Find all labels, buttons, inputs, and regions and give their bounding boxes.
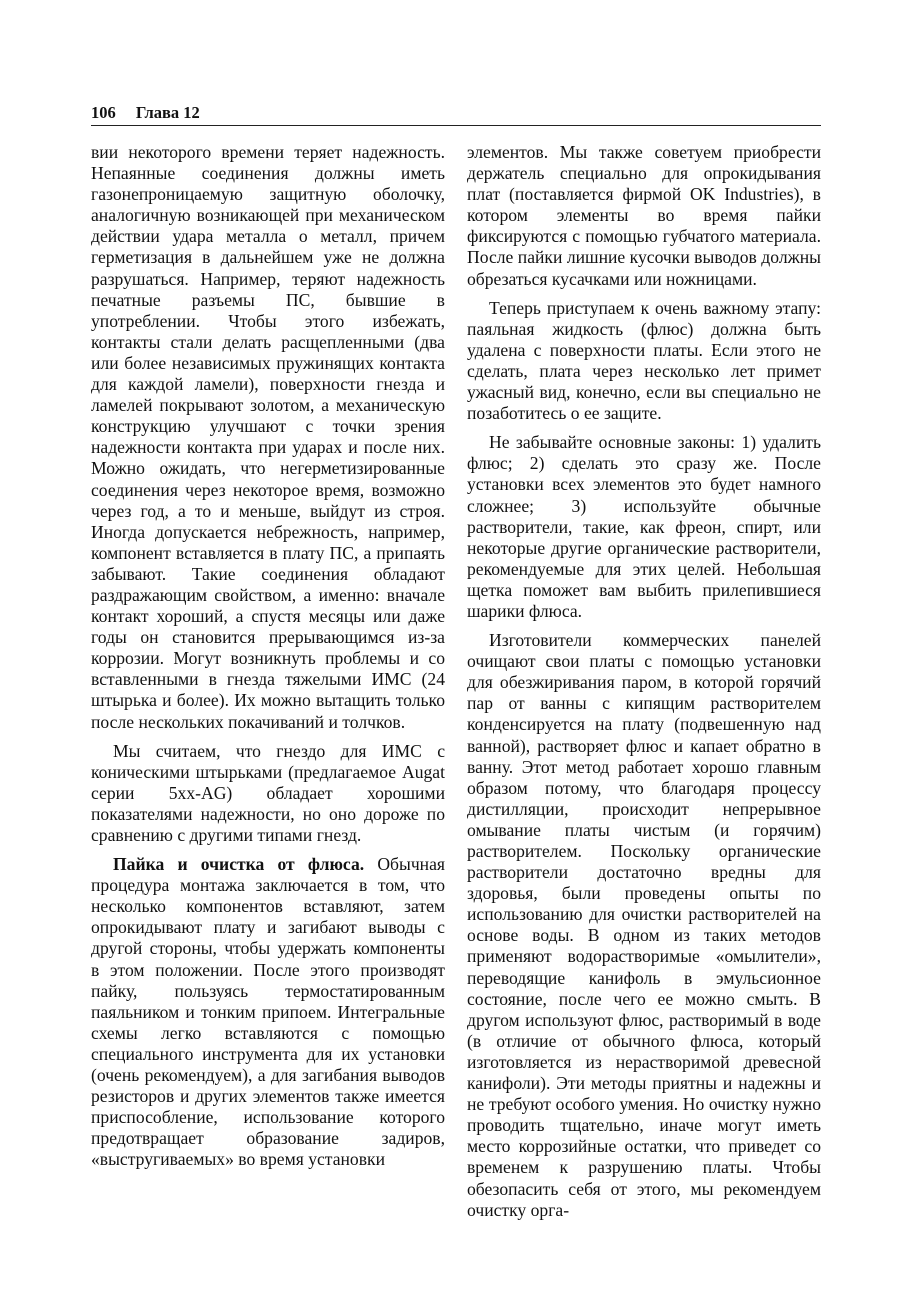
paragraph-4: Теперь приступаем к очень важному этапу: паяльная жидкость (флюс) должна быть удалена с поверхности платы. Если этого не сделать, плата через несколько лет примет ужасный вид, конечно, если вы специально не позаботитесь о ее защите.: [467, 297, 821, 424]
paragraph-1: вии некоторого времени теряет надежность. Непаянные соединения должны иметь газонепроницаемую защитную оболочку, аналогичную возникающей при механическом действии удара металла о металл, причем герметизация в дальнейшем уже не должна разрушаться. Например, теряют надежность печатные разъемы ПС, бывшие в употреблении. Чтобы этого избежать, контакты стали делать расщепленными (два или более независимых пружинящих контакта для каждой ламели), поверхности гнезда и ламелей покрывают золотом, а механическую конструкцию улучшают с точки зрения надежности контакта при ударах и после них. Можно ожидать, что негерметизированные соединения через некоторое время, возможно через год, а то и меньше, выйдут из строя. Иногда допускается небрежность, например, компонент вставляется в плату ПС, а припаять забывают. Такие соединения обладают раздражающим свойством, а именно: вначале контакт хороший, а спустя месяцы или даже годы он становится прерывающимся из-за коррозии. Могут возникнуть проблемы и со вставленными в гнезда тяжелыми ИМС (24 штырька и более). Их можно вытащить только после нескольких покачиваний и толчков.: [91, 142, 445, 732]
paragraph-3: элементов. Мы также советуем приобрести держатель специально для опрокидывания плат (поставляется фирмой OK Industries), в котором элементы во время пайки фиксируются с помощью губчатого материала. После пайки лишние кусочки выводов должны обрезаться кусачками или ножницами.: [467, 142, 821, 289]
right-column: [467, 142, 821, 1221]
section-heading: Пайка и очистка от флюса.: [113, 854, 365, 875]
paragraph-6: Изготовители коммерческих панелей очищают свои платы с помощью установки для обезжиривания паром, в которой горячий пар от ванны с кипящим растворителем конденсируется на плату (подвешенную над ванной), растворяет флюс и капает обратно в ванну. Этот метод работает хорошо главным образом потому, что благодаря процессу дистилляции, происходит непрерывное омывание платы чистым (и горячим) растворителем. Поскольку органические растворители достаточно вредны для здоровья, были проведены опыты по использованию для очистки растворителей на основе воды. В одном из таких методов применяют водорастворимые «омылители», переводящие канифоль в эмульсионное состояние, после чего ее можно смыть. В другом используют флюс, растворимый в воде (в отличие от обычного флюса, который изготовляется из нерастворимой древесной канифоли). Эти методы приятны и надежны и не требуют особого умения. Но очистку нужно проводить тщательно, иначе могут иметь место коррозийные остатки, что приведет со временем к разрушению платы. Чтобы обезопасить себя от этого, мы рекомендуем очистку орга-: [467, 630, 821, 1220]
section-paragraph: [91, 854, 445, 1170]
page-header: [91, 103, 821, 126]
page-number: 106: [91, 103, 116, 122]
paragraph-2: Мы считаем, что гнездо для ИМС с коническими штырьками (предлагаемое Augat серии 5xx-AG) обладает хорошими показателями надежности, но оно дороже по сравнению с другими типами гнезд.: [91, 740, 445, 845]
left-column: [91, 142, 445, 1171]
chapter-title: Глава 12: [135, 103, 200, 122]
paragraph-5: Не забывайте основные законы: 1) удалить флюс; 2) сделать это сразу же. После установки всех элементов это будет намного сложнее; 3) используйте обычные растворители, такие, как фреон, спирт, или некоторые другие органические растворители, рекомендуемые для этих целей. Небольшая щетка поможет вам выбить прилепившиеся шарики флюса.: [467, 432, 821, 621]
section-text: Обычная процедура монтажа заключается в том, что несколько компонентов вставляют, затем опрокидывают плату и загибают выводы с другой стороны, чтобы удержать компоненты в этом положении. После этого производят пайку, пользуясь термостатированным паяльником и тонким припоем. Интегральные схемы легко вставляются с помощью специального инструмента для их установки (очень рекомендуем), а для загибания выводов резисторов и других элементов также имеется приспособление, использование которого предотвращает образование задиров, «выстругиваемых» во время установки: [91, 854, 445, 1170]
